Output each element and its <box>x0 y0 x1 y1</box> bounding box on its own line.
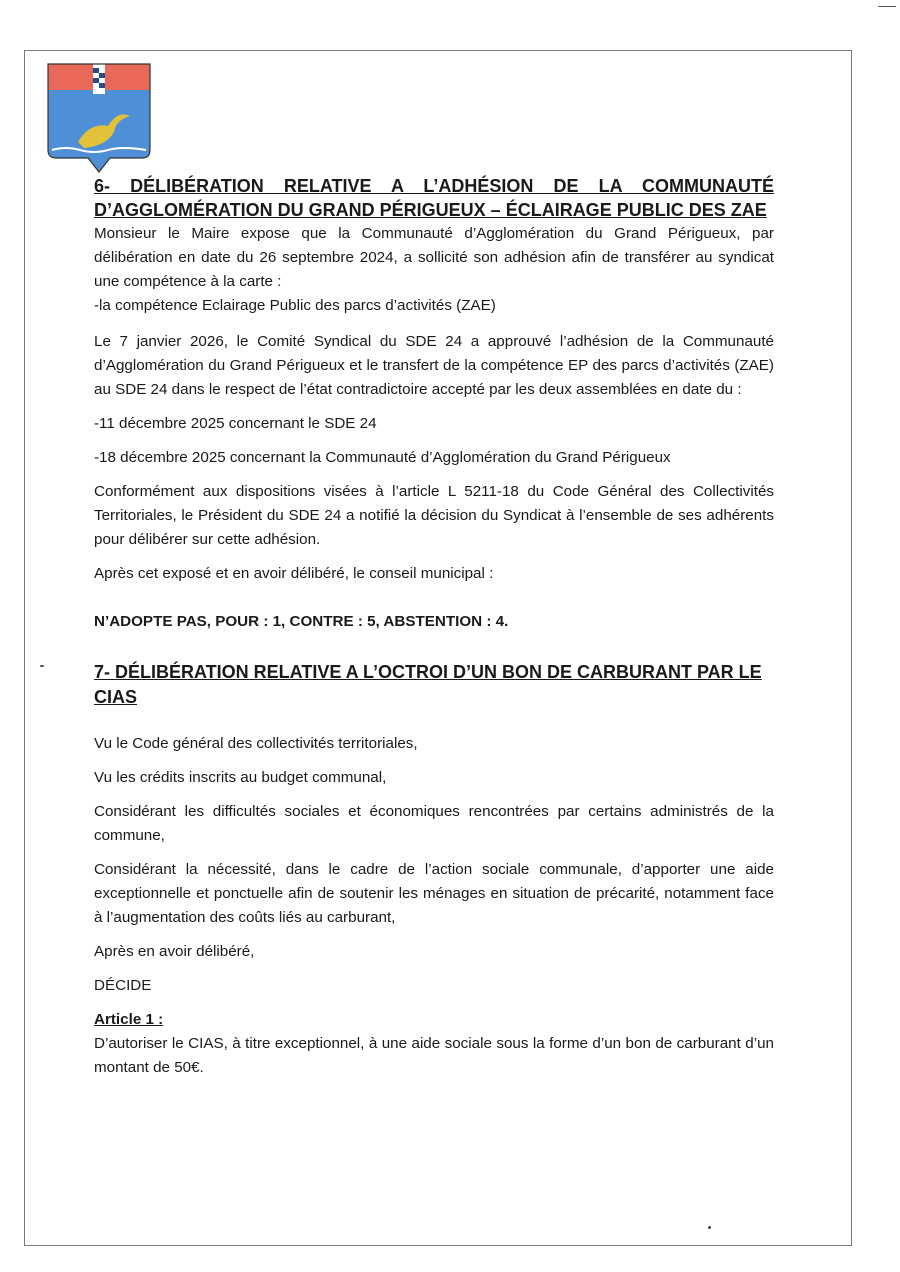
section-6-deliberation-line: Après cet exposé et en avoir délibéré, le conseil municipal : <box>94 565 494 582</box>
section-6-date-item: -18 décembre 2025 concernant la Communauté d’Agglomération du Grand Périgueux <box>94 449 671 466</box>
scan-speck <box>708 1226 711 1229</box>
scan-corner-mark <box>878 6 896 7</box>
municipal-crest-logo <box>46 62 152 176</box>
section-6-notification-paragraph: Conformément aux dispositions visées à l’article L 5211-18 du Code Général des Collectivités Territoriales, le Président du SDE 24 a notifié la décision du Syndicat à l’ensemble de ses adhérents pour délibérer sur cette adhésion. <box>94 483 774 548</box>
section-6-vote-result: N’ADOPTE PAS, POUR : 1, CONTRE : 5, ABSTENTION : 4. <box>94 613 509 630</box>
section-6-date-item: -11 décembre 2025 concernant le SDE 24 <box>94 415 377 432</box>
section-6-competence-item: -la compétence Eclairage Public des parcs d’activités (ZAE) <box>94 297 496 314</box>
article-1-text: D’autoriser le CIAS, à titre exceptionnel, à une aide sociale sous la forme d’un bon de carburant d’un montant de 50€. <box>94 1035 774 1076</box>
section-7-visa: Vu le Code général des collectivités territoriales, <box>94 735 418 752</box>
scan-speck <box>40 665 44 667</box>
section-6-title-line-1: 6- DÉLIBÉRATION RELATIVE A L’ADHÉSION DE LA COMMUNAUTÉ <box>94 176 774 196</box>
section-6-approval-paragraph: Le 7 janvier 2026, le Comité Syndical du SDE 24 a approuvé l’adhésion de la Communauté d’Agglomération du Grand Périgueux et le transfert de la compétence EP des parcs d’activités (ZAE) au SDE 24 dans le respect de l’état contradictoire accepté par les deux assemblées en date du : <box>94 333 774 398</box>
section-6-intro: Monsieur le Maire expose que la Communauté d’Agglomération du Grand Périgueux, par délibération en date du 26 septembre 2024, a sollicité son adhésion afin de transférer au syndicat une compétence à la carte : <box>94 225 774 290</box>
section-7-considerant: Considérant la nécessité, dans le cadre de l’action sociale communale, d’apporter une aide exceptionnelle et ponctuelle afin de soutenir les ménages en situation de précarité, notamment face à l’augmentation des coûts liés au carburant, <box>94 861 774 926</box>
section-7-considerant: Considérant les difficultés sociales et économiques rencontrées par certains administrés de la commune, <box>94 803 774 844</box>
section-7-visa: Vu les crédits inscrits au budget communal, <box>94 769 387 786</box>
document-body <box>94 174 774 1090</box>
section-7-decide: DÉCIDE <box>94 977 152 994</box>
section-6-title-line-2: D’AGGLOMÉRATION DU GRAND PÉRIGUEUX – ÉCLAIRAGE PUBLIC DES ZAE <box>94 200 767 220</box>
article-1-title: Article 1 : <box>94 1011 164 1028</box>
section-7-deliberation-line: Après en avoir délibéré, <box>94 943 255 960</box>
section-7-title: 7- DÉLIBÉRATION RELATIVE A L’OCTROI D’UN BON DE CARBURANT PAR LE CIAS <box>94 662 762 707</box>
section-6-title <box>94 174 774 222</box>
